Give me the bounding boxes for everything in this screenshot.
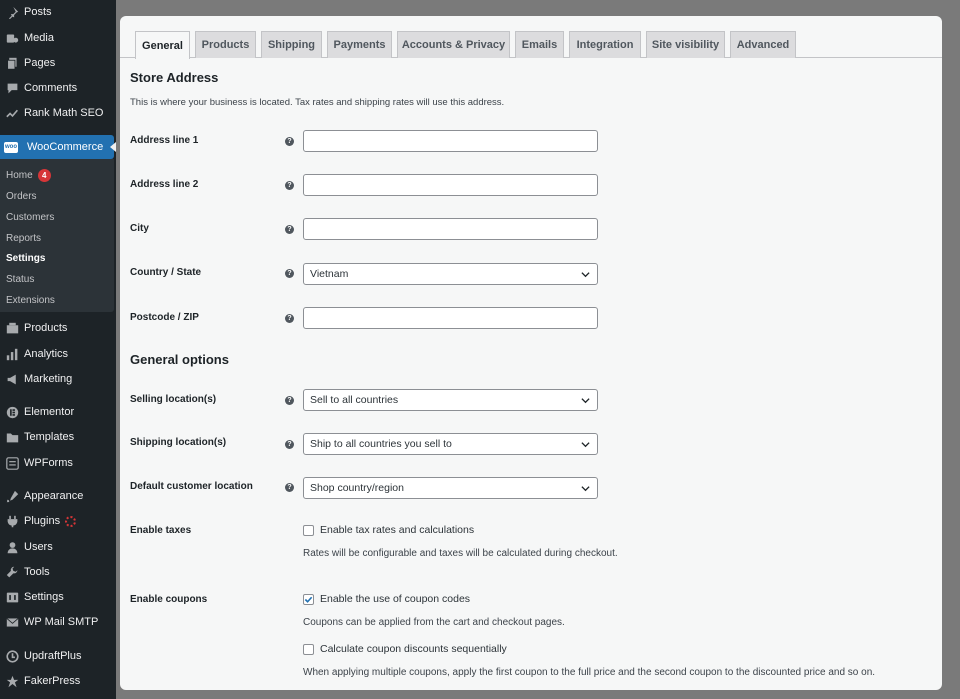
- menu-plugins[interactable]: [0, 509, 116, 533]
- help-icon[interactable]: ?: [285, 181, 294, 190]
- plugins-icon: [2, 515, 22, 528]
- tab-integration[interactable]: Integration: [569, 31, 641, 58]
- menu-settings[interactable]: [0, 585, 116, 609]
- field-label: Enable taxes: [130, 525, 192, 536]
- submenu-customers[interactable]: Customers: [6, 211, 55, 223]
- enable-taxes-checkbox-row[interactable]: [303, 524, 474, 536]
- chevron-down-icon: [581, 484, 590, 493]
- menu-pages[interactable]: [0, 51, 116, 75]
- menu-label: Tools: [24, 566, 50, 578]
- tab-emails[interactable]: Emails: [515, 31, 564, 58]
- current-menu-arrow: [110, 142, 116, 152]
- country-state-select[interactable]: [303, 263, 598, 285]
- woocommerce-submenu: [0, 159, 114, 312]
- submenu-reports[interactable]: Reports: [6, 232, 42, 244]
- submenu-extensions[interactable]: Extensions: [6, 294, 55, 306]
- field-label: Shipping location(s): [130, 437, 227, 448]
- settings-panel: [120, 16, 942, 690]
- menu-label: WooCommerce: [27, 141, 104, 153]
- tab-general[interactable]: General: [135, 31, 190, 59]
- help-icon[interactable]: ?: [285, 269, 294, 278]
- store-address-description: This is where your business is located. Tax rates and shipping rates will use this address.: [130, 97, 505, 108]
- field-label: Default customer location: [130, 481, 253, 492]
- submenu-home[interactable]: Home 4: [6, 166, 51, 184]
- menu-label: Plugins: [24, 515, 61, 527]
- field-label: Address line 1: [130, 135, 199, 146]
- tab-accounts-privacy[interactable]: Accounts & Privacy: [397, 31, 510, 58]
- tab-products[interactable]: Products: [195, 31, 256, 58]
- menu-label: WP Mail SMTP: [24, 616, 99, 628]
- menu-label: Users: [24, 541, 53, 553]
- select-value: Ship to all countries you sell to: [310, 438, 452, 450]
- city-input[interactable]: [303, 218, 598, 240]
- submenu-settings[interactable]: Settings: [6, 252, 46, 264]
- menu-fakerpress[interactable]: [0, 669, 116, 693]
- menu-label: Templates: [24, 431, 75, 443]
- menu-comments[interactable]: [0, 76, 116, 100]
- update-indicator-icon: [65, 516, 76, 527]
- menu-label: Rank Math SEO: [24, 107, 104, 119]
- shipping-location-select[interactable]: [303, 433, 598, 455]
- templates-icon: [2, 431, 22, 444]
- updraft-icon: [2, 650, 22, 663]
- settings-icon: [2, 591, 22, 604]
- menu-updraftplus[interactable]: [0, 644, 116, 668]
- field-label: City: [130, 223, 149, 234]
- help-icon[interactable]: ?: [285, 440, 294, 449]
- menu-tools[interactable]: [0, 560, 116, 584]
- checkbox-label: Enable tax rates and calculations: [320, 524, 475, 536]
- menu-marketing[interactable]: [0, 367, 116, 391]
- menu-label: Marketing: [24, 373, 73, 385]
- menu-label: UpdraftPlus: [24, 650, 82, 662]
- menu-label: Pages: [24, 57, 56, 69]
- chevron-down-icon: [581, 270, 590, 279]
- menu-elementor[interactable]: [0, 400, 116, 424]
- enable-coupons-checkbox[interactable]: [303, 594, 314, 605]
- menu-label: Products: [24, 322, 68, 334]
- select-value: Vietnam: [310, 268, 349, 280]
- store-address-heading: Store Address: [130, 70, 219, 85]
- postcode-input[interactable]: [303, 307, 598, 329]
- menu-posts[interactable]: [0, 0, 116, 24]
- general-options-heading: General options: [130, 352, 229, 367]
- selling-location-select[interactable]: [303, 389, 598, 411]
- address-line-1-input[interactable]: [303, 130, 598, 152]
- menu-media[interactable]: [0, 26, 116, 50]
- mail-icon: [2, 616, 22, 629]
- field-label: Postcode / ZIP: [130, 312, 199, 323]
- menu-analytics[interactable]: [0, 342, 116, 366]
- media-icon: [2, 32, 22, 45]
- wpforms-icon: [2, 457, 22, 470]
- checkbox-label: Enable the use of coupon codes: [320, 593, 471, 605]
- menu-label: Analytics: [24, 348, 69, 360]
- address-line-2-input[interactable]: [303, 174, 598, 196]
- field-label: Enable coupons: [130, 594, 208, 605]
- admin-sidebar: [0, 0, 116, 699]
- menu-templates[interactable]: [0, 425, 116, 449]
- menu-label: Comments: [24, 82, 78, 94]
- menu-wpforms[interactable]: [0, 451, 116, 475]
- select-value: Shop country/region: [310, 482, 404, 494]
- menu-label: WPForms: [24, 457, 73, 469]
- menu-label: Appearance: [24, 490, 84, 502]
- marketing-icon: [2, 373, 22, 386]
- menu-label: FakerPress: [24, 675, 81, 687]
- elementor-icon: [2, 406, 22, 419]
- menu-label: Elementor: [24, 406, 75, 418]
- tools-icon: [2, 566, 22, 579]
- help-icon[interactable]: ?: [285, 225, 294, 234]
- enable-coupons-description: Coupons can be applied from the cart and checkout pages.: [303, 617, 565, 628]
- fakerpress-icon: [2, 675, 22, 688]
- tab-site-visibility[interactable]: Site visibility: [646, 31, 725, 58]
- menu-label: Settings: [24, 591, 64, 603]
- analytics-icon: [2, 348, 22, 361]
- menu-rank-math[interactable]: [0, 101, 116, 125]
- tab-payments[interactable]: Payments: [327, 31, 392, 58]
- submenu-status[interactable]: Status: [6, 273, 35, 285]
- chevron-down-icon: [581, 396, 590, 405]
- help-icon[interactable]: ?: [285, 396, 294, 405]
- sequential-coupons-checkbox-row[interactable]: [303, 643, 507, 655]
- appearance-icon: [2, 490, 22, 503]
- users-icon: [2, 541, 22, 554]
- products-icon: [2, 322, 22, 335]
- menu-label: Posts: [24, 6, 52, 18]
- chevron-down-icon: [581, 440, 590, 449]
- sequential-coupons-checkbox[interactable]: [303, 644, 314, 655]
- menu-woocommerce[interactable]: [0, 135, 114, 159]
- default-customer-location-select[interactable]: [303, 477, 598, 499]
- help-icon[interactable]: ?: [285, 483, 294, 492]
- help-icon[interactable]: ?: [285, 314, 294, 323]
- field-label: Selling location(s): [130, 394, 217, 405]
- comments-icon: [2, 82, 22, 95]
- menu-appearance[interactable]: [0, 484, 116, 508]
- field-label: Country / State: [130, 267, 202, 278]
- rank-math-icon: [2, 107, 22, 120]
- enable-coupons-checkbox-row[interactable]: [303, 593, 470, 605]
- menu-users[interactable]: [0, 535, 116, 559]
- notification-badge: 4: [38, 169, 51, 182]
- enable-taxes-description: Rates will be configurable and taxes will be calculated during checkout.: [303, 548, 618, 559]
- submenu-orders[interactable]: Orders: [6, 190, 37, 202]
- woocommerce-logo-icon: woo: [4, 142, 18, 153]
- sequential-coupons-description: When applying multiple coupons, apply the first coupon to the full price and the second coupon to the discounted price and so on.: [303, 667, 876, 678]
- help-icon[interactable]: ?: [285, 137, 294, 146]
- checkmark-icon: [304, 595, 313, 604]
- enable-taxes-checkbox[interactable]: [303, 525, 314, 536]
- menu-wp-mail-smtp[interactable]: [0, 610, 116, 634]
- select-value: Sell to all countries: [310, 394, 399, 406]
- checkbox-label: Calculate coupon discounts sequentially: [320, 643, 507, 655]
- pin-icon: [2, 6, 22, 19]
- tab-advanced[interactable]: Advanced: [730, 31, 796, 58]
- pages-icon: [2, 57, 22, 70]
- menu-products[interactable]: [0, 316, 116, 340]
- settings-tabs: [120, 30, 942, 58]
- menu-label: Media: [24, 32, 54, 44]
- tab-shipping[interactable]: Shipping: [261, 31, 322, 58]
- field-label: Address line 2: [130, 179, 199, 190]
